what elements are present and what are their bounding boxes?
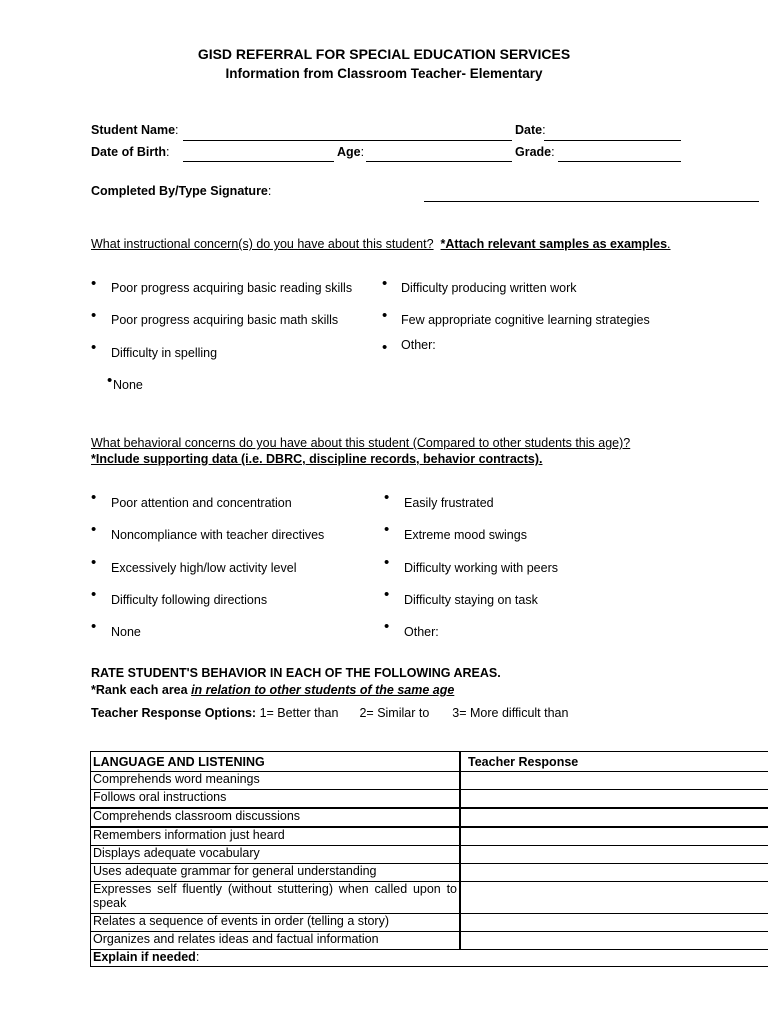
form-subtitle: Information from Classroom Teacher- Elementary xyxy=(225,66,543,81)
bullet-icon: • xyxy=(384,618,390,635)
age-label: Age: xyxy=(337,145,365,159)
table-row xyxy=(91,932,768,950)
dob-label: Date of Birth: xyxy=(91,145,170,159)
bullet-icon: • xyxy=(382,339,388,356)
behavioral-item[interactable]: Extreme mood swings xyxy=(404,528,527,542)
behavioral-item[interactable]: None xyxy=(111,625,141,639)
instructional-item[interactable]: Difficulty in spelling xyxy=(111,346,218,360)
behavioral-item[interactable]: Noncompliance with teacher directives xyxy=(111,528,325,542)
form-title: GISD REFERRAL FOR SPECIAL EDUCATION SERVICES xyxy=(197,46,571,62)
student-name-label: Student Name: xyxy=(91,123,179,137)
bullet-icon: • xyxy=(91,339,97,356)
row-label: Follows oral instructions xyxy=(91,790,461,809)
bullet-icon: • xyxy=(91,489,97,506)
explain-cell[interactable]: Explain if needed: xyxy=(91,950,768,967)
instructional-item[interactable]: Few appropriate cognitive learning strategies xyxy=(401,313,650,327)
behavioral-item[interactable]: Difficulty following directions xyxy=(111,593,268,607)
row-label: Remembers information just heard xyxy=(91,827,461,846)
date-label: Date: xyxy=(515,123,546,137)
age-field[interactable] xyxy=(366,161,512,162)
behavioral-item[interactable]: Difficulty working with peers xyxy=(404,561,558,575)
rating-rank-note: *Rank each area in relation to other students of the same age xyxy=(91,683,455,697)
bullet-icon: • xyxy=(91,275,97,292)
column-header-area: LANGUAGE AND LISTENING xyxy=(91,752,461,772)
response-cell[interactable] xyxy=(460,882,768,914)
bullet-icon: • xyxy=(384,521,390,538)
rating-heading: RATE STUDENT'S BEHAVIOR IN EACH OF THE FOLLOWING AREAS. xyxy=(91,666,501,680)
bullet-icon: • xyxy=(91,586,97,603)
bullet-icon: • xyxy=(91,618,97,635)
table-row xyxy=(91,772,768,790)
response-cell[interactable] xyxy=(460,914,768,932)
behavioral-item[interactable]: Other: xyxy=(404,625,439,639)
column-header-response: Teacher Response xyxy=(460,752,768,772)
explain-row xyxy=(91,950,768,967)
table-row xyxy=(91,827,768,846)
date-field[interactable] xyxy=(544,140,681,141)
response-cell[interactable] xyxy=(460,932,768,950)
row-label: Expresses self fluently (without stuttering) when called upon to speak xyxy=(91,882,461,914)
signature-field[interactable] xyxy=(424,201,759,202)
response-cell[interactable] xyxy=(460,772,768,790)
bullet-icon: • xyxy=(91,554,97,571)
completed-by-label: Completed By/Type Signature: xyxy=(91,184,272,198)
bullet-icon: • xyxy=(382,307,388,324)
table-row xyxy=(91,846,768,864)
row-label: Uses adequate grammar for general understanding xyxy=(91,864,461,882)
behavioral-question: What behavioral concerns do you have about this student (Compared to other students this age)? xyxy=(91,436,631,450)
instructional-item[interactable]: Poor progress acquiring basic math skills xyxy=(111,313,339,327)
grade-label: Grade: xyxy=(515,145,555,159)
row-label: Organizes and relates ideas and factual information xyxy=(91,932,461,950)
table-row xyxy=(91,790,768,809)
student-name-field[interactable] xyxy=(183,140,512,141)
instructional-item[interactable]: Difficulty producing written work xyxy=(401,281,577,295)
response-cell[interactable] xyxy=(460,864,768,882)
row-label: Comprehends word meanings xyxy=(91,772,461,790)
behavioral-item[interactable]: Difficulty staying on task xyxy=(404,593,538,607)
table-row xyxy=(91,914,768,932)
bullet-icon: • xyxy=(91,307,97,324)
response-cell[interactable] xyxy=(460,846,768,864)
dob-field[interactable] xyxy=(183,161,334,162)
bullet-icon: • xyxy=(107,372,113,389)
bullet-icon: • xyxy=(91,521,97,538)
response-cell[interactable] xyxy=(460,827,768,846)
table-row xyxy=(91,864,768,882)
bullet-icon: • xyxy=(384,586,390,603)
instructional-question: What instructional concern(s) do you have about this student? *Attach relevant samples as examples. xyxy=(91,237,671,251)
bullet-icon: • xyxy=(384,489,390,506)
instructional-item[interactable]: None xyxy=(113,378,143,392)
grade-field[interactable] xyxy=(558,161,681,162)
language-listening-table xyxy=(90,751,768,967)
table-header-row xyxy=(91,752,768,772)
row-label: Relates a sequence of events in order (telling a story) xyxy=(91,914,461,932)
bullet-icon: • xyxy=(382,275,388,292)
response-cell[interactable] xyxy=(460,790,768,809)
response-options: Teacher Response Options: 1= Better than 2= Similar to 3= More difficult than xyxy=(91,706,569,720)
table-row xyxy=(91,882,768,914)
instructional-item[interactable]: Other: xyxy=(401,338,436,352)
bullet-icon: • xyxy=(384,554,390,571)
table-row xyxy=(91,808,768,827)
response-cell[interactable] xyxy=(460,808,768,827)
row-label: Comprehends classroom discussions xyxy=(91,808,461,827)
behavioral-item[interactable]: Easily frustrated xyxy=(404,496,494,510)
behavioral-data-note: *Include supporting data (i.e. DBRC, discipline records, behavior contracts). xyxy=(91,452,543,466)
instructional-item[interactable]: Poor progress acquiring basic reading skills xyxy=(111,281,353,295)
behavioral-item[interactable]: Excessively high/low activity level xyxy=(111,561,297,575)
row-label: Displays adequate vocabulary xyxy=(91,846,461,864)
behavioral-item[interactable]: Poor attention and concentration xyxy=(111,496,292,510)
